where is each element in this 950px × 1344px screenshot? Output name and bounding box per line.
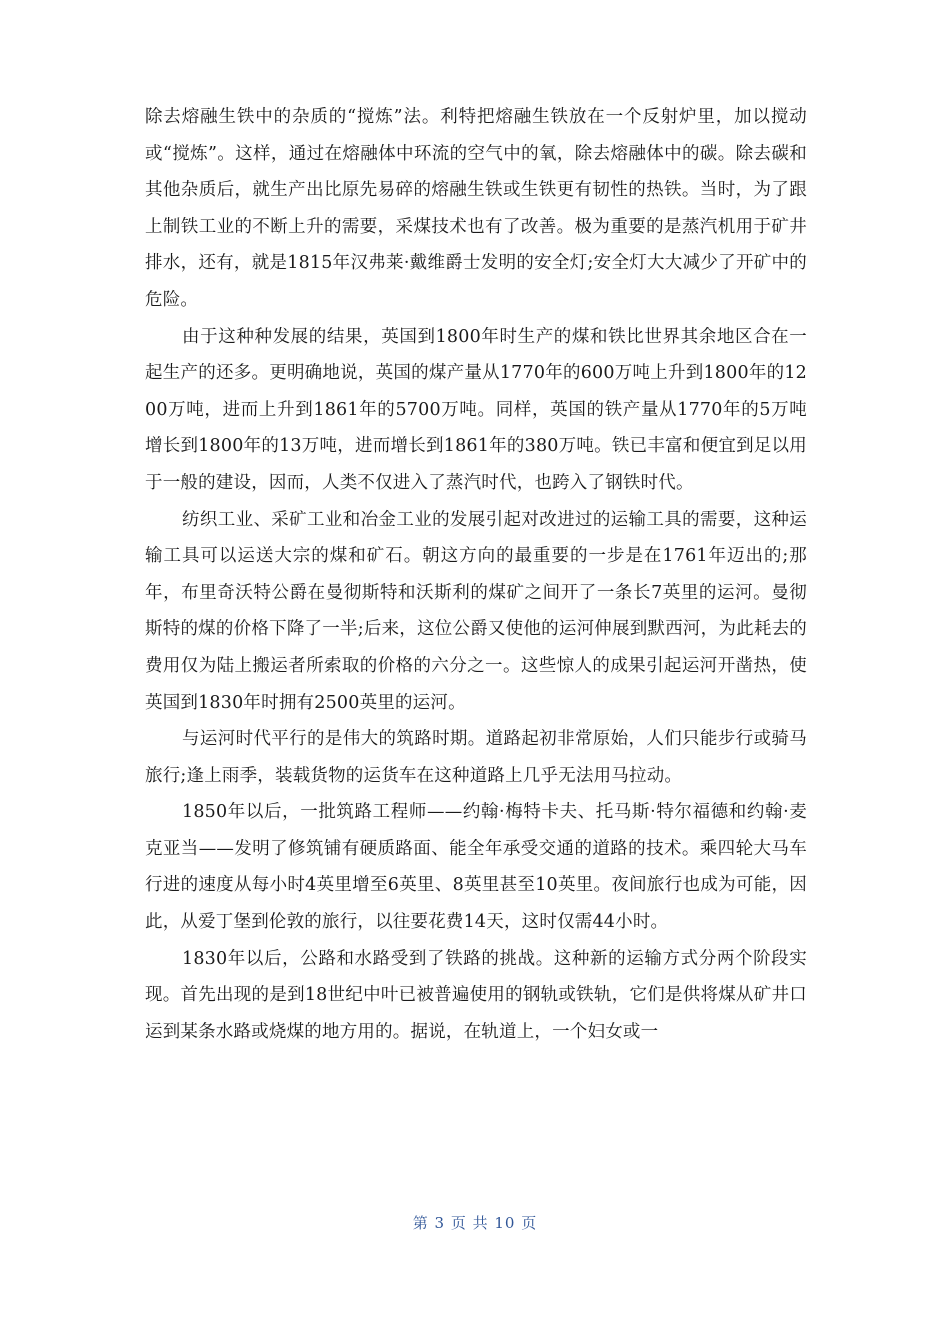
paragraph-1: 除去熔融生铁中的杂质的“搅炼”法。利特把熔融生铁放在一个反射炉里，加以搅动或“搅炼”。这样，通过在熔融体中环流的空气中的氧，除去熔融体中的碳。除去碳和其他杂质后，就生产出比原先易碎的熔融生铁或生铁更有韧性的热铁。当时，为了跟上制铁工业的不断上升的需要，采煤技术也有了改善。极为重要的是蒸汽机用于矿井排水，还有，就是1815年汉弗莱·戴维爵士发明的安全灯;安全灯大大减少了开矿中的危险。	[145, 107, 807, 310]
paragraph-3: 纺织工业、采矿工业和冶金工业的发展引起对改进过的运输工具的需要，这种运输工具可以运送大宗的煤和矿石。朝这方向的最重要的一步是在1761年迈出的;那年，布里奇沃特公爵在曼彻斯特和沃斯利的煤矿之间开了一条长7英里的运河。曼彻斯特的煤的价格下降了一半;后来，这位公爵又使他的运河伸展到默西河，为此耗去的费用仅为陆上搬运者所索取的价格的六分之一。这些惊人的成果引起运河开凿热，使英国到1830年时拥有2500英里的运河。	[145, 509, 807, 713]
paragraph-5: 1850年以后，一批筑路工程师——约翰·梅特卡夫、托马斯·特尔福德和约翰·麦克亚当——发明了修筑铺有硬质路面、能全年承受交通的道路的技术。乘四轮大马车行进的速度从每小时4英里增至6英里、8英里甚至10英里。夜间旅行也成为可能，因此，从爱丁堡到伦敦的旅行，以往要花费14天，这时仅需44小时。	[145, 802, 807, 933]
page-number: 第 3 页 共 10 页	[412, 1214, 538, 1232]
paragraph-4: 与运河时代平行的是伟大的筑路时期。道路起初非常原始，人们只能步行或骑马旅行;逢上雨季，装载货物的运货车在这种道路上几乎无法用马拉动。	[145, 729, 807, 786]
paragraph-2: 由于这种种发展的结果，英国到1800年时生产的煤和铁比世界其余地区合在一起生产的还多。更明确地说，英国的煤产量从1770年的600万吨上升到1800年的1200万吨，进而上升到1861年的5700万吨。同样，英国的铁产量从1770年的5万吨增长到1800年的13万吨，进而增长到1861年的380万吨。铁已丰富和便宜到足以用于一般的建设，因而，人类不仅进入了蒸汽时代，也跨入了钢铁时代。	[145, 326, 807, 493]
page-footer	[0, 1212, 950, 1233]
body-text	[145, 99, 807, 1050]
paragraph-6: 1830年以后，公路和水路受到了铁路的挑战。这种新的运输方式分两个阶段实现。首先出现的是到18世纪中叶已被普遍使用的钢轨或铁轨，它们是供将煤从矿井口运到某条水路或烧煤的地方用的。据说，在轨道上，一个妇女或一	[145, 948, 807, 1042]
